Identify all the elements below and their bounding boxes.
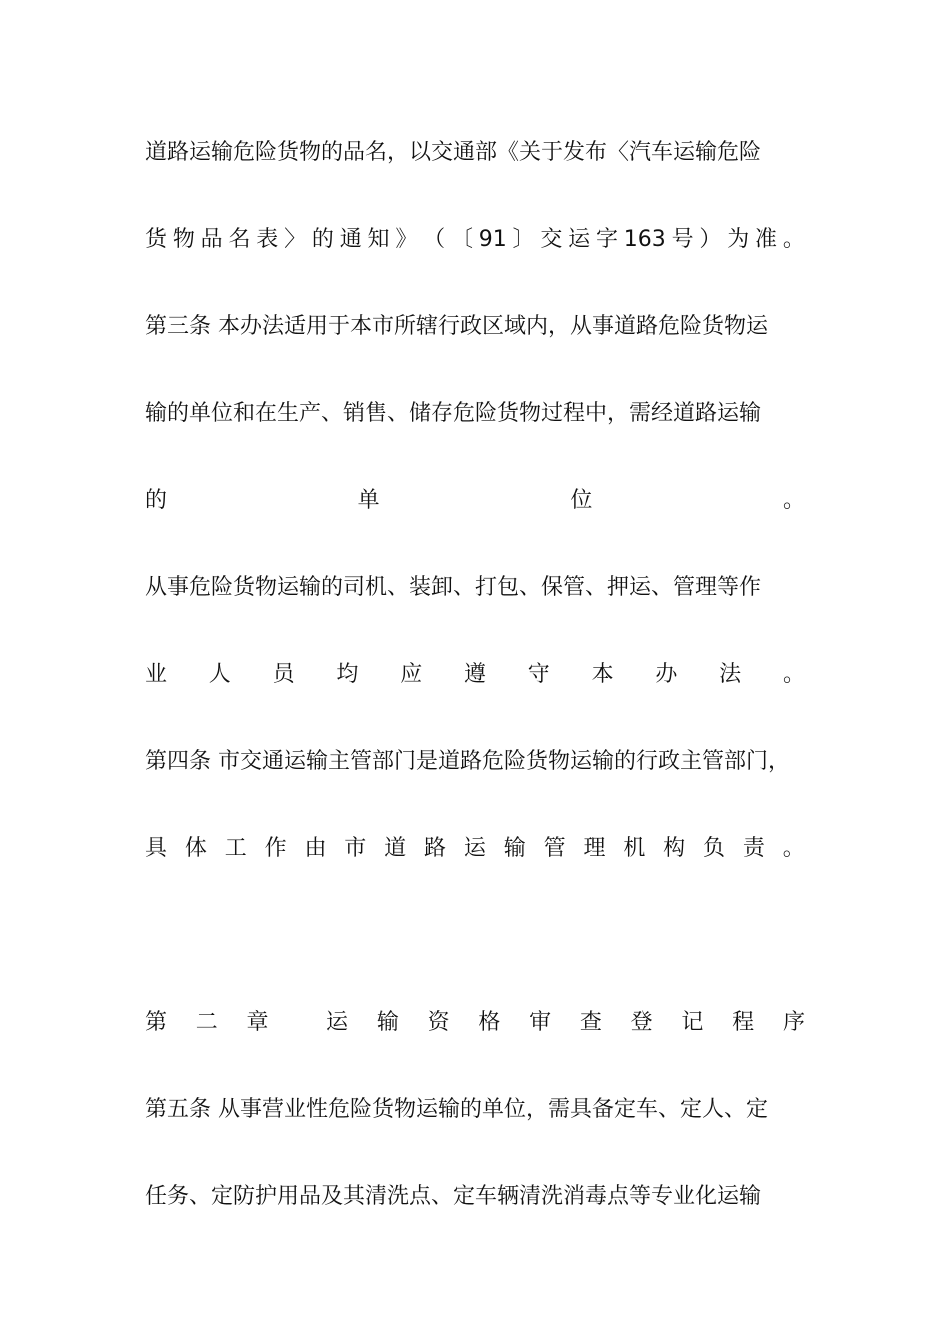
- text-char: 查: [579, 1010, 602, 1035]
- text-char: 体: [184, 836, 207, 861]
- text-char: 作: [264, 836, 287, 861]
- text-char: 91: [478, 227, 507, 252]
- text-char: 表: [256, 227, 279, 252]
- text-char: 〕: [512, 227, 535, 252]
- text-char: 货: [145, 227, 168, 252]
- text-char: 遵: [463, 662, 486, 687]
- text-char: 第: [145, 1010, 168, 1035]
- text-char: 责: [742, 836, 765, 861]
- text-char: 运: [463, 836, 486, 861]
- text-line: 输的单位和在生产、销售、储存危险货物过程中，需经道路运输: [145, 401, 762, 426]
- text-char: 格: [478, 1010, 501, 1035]
- text-char: 准: [755, 227, 778, 252]
- text-char: ）: [699, 227, 722, 252]
- text-char: 。: [782, 488, 805, 513]
- text-line: 任务、定防护用品及其清洗点、定车辆清洗消毒点等专业化运输: [145, 1184, 762, 1209]
- text-char: 构: [663, 836, 686, 861]
- text-char: 运: [568, 227, 591, 252]
- text-char: 办: [655, 662, 678, 687]
- text-char: 负: [703, 836, 726, 861]
- text-line-justified: [145, 834, 805, 864]
- text-char: 均: [336, 662, 359, 687]
- text-char: 的: [145, 488, 168, 513]
- text-char: 具: [145, 836, 168, 861]
- text-char: 登: [630, 1010, 653, 1035]
- text-char: 。: [782, 662, 805, 687]
- text-char: 通: [339, 227, 362, 252]
- text-char: 字: [595, 227, 618, 252]
- text-char: 输: [503, 836, 526, 861]
- text-char: 记: [681, 1010, 704, 1035]
- text-char: 资: [427, 1010, 450, 1035]
- text-char: 机: [623, 836, 646, 861]
- text-char: 输: [376, 1010, 399, 1035]
- text-char: 〉: [284, 227, 307, 252]
- text-char: 道: [384, 836, 407, 861]
- text-char: 》: [395, 227, 418, 252]
- text-char: 〔: [450, 227, 473, 252]
- text-char: 管: [543, 836, 566, 861]
- text-char: 为: [727, 227, 750, 252]
- text-char: 物: [172, 227, 195, 252]
- text-char: 品: [200, 227, 223, 252]
- text-char: 。: [782, 227, 805, 252]
- article-3-line: 第三条 本办法适用于本市所辖行政区域内，从事道路危险货物运: [145, 314, 768, 339]
- text-line-justified: [145, 660, 805, 690]
- text-char: 单: [357, 488, 380, 513]
- text-char: 。: [782, 836, 805, 861]
- chapter-heading: [145, 1008, 805, 1038]
- text-char: （: [423, 227, 446, 252]
- text-char: 知: [367, 227, 390, 252]
- text-char: 序: [782, 1010, 805, 1035]
- article-4-line: 第四条 市交通运输主管部门是道路危险货物运输的行政主管部门，: [145, 749, 790, 774]
- text-char: 工: [224, 836, 247, 861]
- text-line-justified: [145, 486, 805, 516]
- text-char: 市: [344, 836, 367, 861]
- text-char: 163: [623, 227, 666, 252]
- text-line: 从事危险货物运输的司机、装卸、打包、保管、押运、管理等作: [145, 575, 762, 600]
- text-char: 人: [208, 662, 231, 687]
- text-char: 号: [671, 227, 694, 252]
- text-char: 由: [304, 836, 327, 861]
- text-char: 业: [145, 662, 168, 687]
- text-char: 名: [228, 227, 251, 252]
- text-char: 守: [527, 662, 550, 687]
- text-line: 道路运输危险货物的品名，以交通部《关于发布〈汽车运输危险: [145, 140, 762, 165]
- text-char: 本: [591, 662, 614, 687]
- text-char: 路: [424, 836, 447, 861]
- text-char: 理: [583, 836, 606, 861]
- text-char: 位: [570, 488, 593, 513]
- text-line-justified: [145, 225, 805, 255]
- text-char: 审: [529, 1010, 552, 1035]
- text-char: 章: [246, 1010, 269, 1035]
- text-char: 法: [719, 662, 742, 687]
- text-char: 应: [400, 662, 423, 687]
- text-char: 的: [311, 227, 334, 252]
- article-5-line: 第五条 从事营业性危险货物运输的单位，需具备定车、定人、定: [145, 1097, 768, 1122]
- text-char: 二: [195, 1010, 218, 1035]
- text-char: 程: [732, 1010, 755, 1035]
- text-char: 交: [540, 227, 563, 252]
- text-char: 员: [272, 662, 295, 687]
- text-char: 运: [326, 1010, 349, 1035]
